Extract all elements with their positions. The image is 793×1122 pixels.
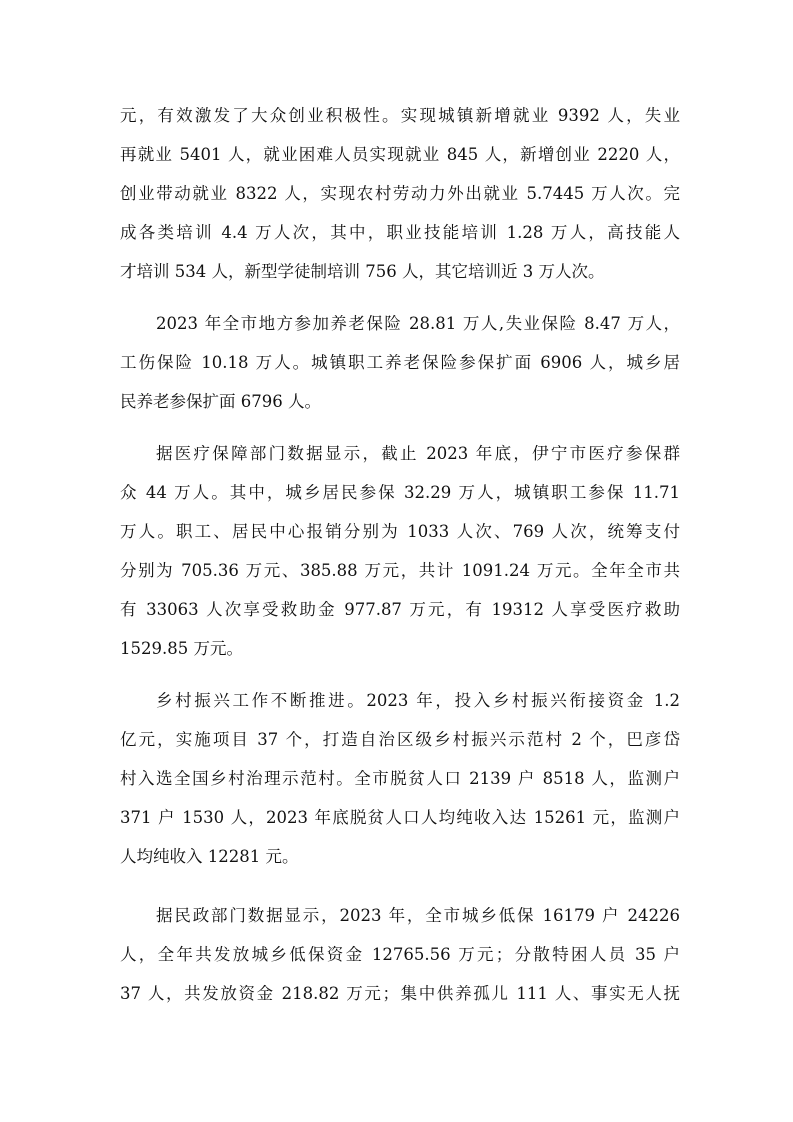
text-line: 众 44 万人。其中，城乡居民参保 32.29 万人，城镇职工参保 11.71 [120,483,680,502]
paragraph-employment [120,96,680,291]
text-line: 乡村振兴工作不断推进。2023 年，投入乡村振兴衔接资金 1.2 [156,691,680,710]
text-line: 成各类培训 4.4 万人次，其中，职业技能培训 1.28 万人，高技能人 [120,223,680,242]
text-line: 有 33063 人次享受救助金 977.87 万元，有 19312 人享受医疗救助 [120,600,680,619]
paragraph-rural-revitalization [120,681,680,876]
text-line: 民养老参保扩面 6796 人。 [120,392,321,411]
text-line: 据民政部门数据显示，2023 年，全市城乡低保 16179 户 24226 [156,906,680,925]
paragraph-civil-affairs [120,896,680,1013]
document-page [120,96,680,1013]
text-line: 亿元，实施项目 37 个，打造自治区级乡村振兴示范村 2 个，巴彦岱 [120,730,680,749]
text-line: 才培训 534 人，新型学徒制培训 756 人，其它培训近 3 万人次。 [120,262,605,281]
text-line: 人均纯收入 12281 元。 [120,847,299,866]
text-line: 据医疗保障部门数据显示，截止 2023 年底，伊宁市医疗参保群 [156,444,680,463]
text-line: 元，有效激发了大众创业积极性。实现城镇新增就业 9392 人，失业 [120,106,680,125]
text-line: 37 人，共发放资金 218.82 万元；集中供养孤儿 111 人、事实无人抚 [120,984,680,1003]
text-line: 万人。职工、居民中心报销分别为 1033 人次、769 人次，统筹支付 [120,522,680,541]
text-line: 1529.85 万元。 [120,639,243,658]
text-line: 工伤保险 10.18 万人。城镇职工养老保险参保扩面 6906 人，城乡居 [120,353,680,372]
text-line: 创业带动就业 8322 人，实现农村劳动力外出就业 5.7445 万人次。完 [120,184,680,203]
text-line: 2023 年全市地方参加养老保险 28.81 万人,失业保险 8.47 万人， [156,314,680,333]
text-line: 371 户 1530 人，2023 年底脱贫人口人均纯收入达 15261 元，监测户 [120,808,680,827]
text-line: 再就业 5401 人，就业困难人员实现就业 845 人，新增创业 2220 人， [120,145,680,164]
text-line: 分别为 705.36 万元、385.88 万元，共计 1091.24 万元。全年全市共 [120,561,680,580]
paragraph-insurance [120,304,680,421]
paragraph-medical-security [120,434,680,668]
text-line: 人，全年共发放城乡低保资金 12765.56 万元；分散特困人员 35 户 [120,945,680,964]
text-line: 村入选全国乡村治理示范村。全市脱贫人口 2139 户 8518 人，监测户 [120,769,680,788]
